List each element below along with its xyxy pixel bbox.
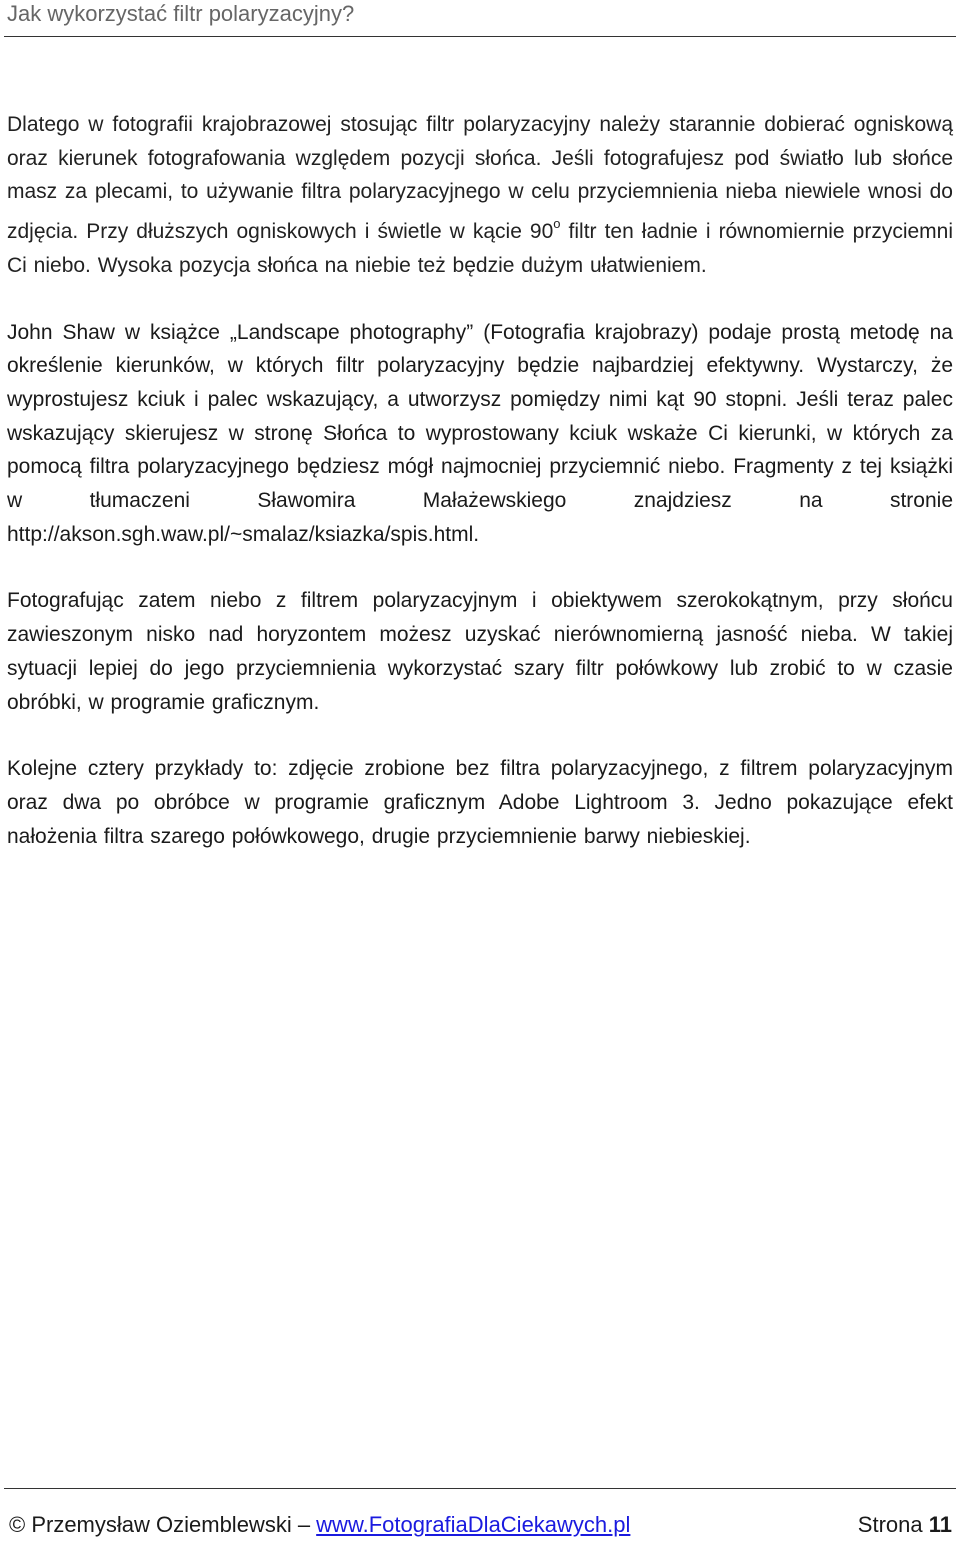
footer-author: [9, 1512, 630, 1538]
paragraph-examples: Kolejne cztery przykłady to: zdjęcie zrobione bez filtra polaryzacyjnego, z filtrem polaryzacyjnym oraz dwa po obróbce w programie graficznym Adobe Lightroom 3. Jedno pokazujące efekt nałożenia filtra szarego połówkowego, drugie przyciemnienie barwy niebieskiej.: [7, 757, 953, 848]
page-number-value: 11: [928, 1512, 952, 1537]
page-header: [4, 0, 956, 37]
paragraph-text: Dlatego w fotografii krajobrazowej stosując filtr polaryzacyjny należy starannie dobierać ogniskową oraz kierunek fotografowania względem pozycji słońca. Jeśli fotografujesz pod światło lub słońce masz za plecami, to używanie filtra polaryzacyjnego w celu przyciemnienia nieba niewiele wnosi do zdjęcia. Przy dłuższych ogniskowych i świetle w kącie 90: [7, 113, 953, 244]
page-label: Strona: [857, 1512, 929, 1537]
paragraph-wide-angle: Fotografując zatem niebo z filtrem polaryzacyjnym i obiektywem szerokokątnym, przy słońcu zawieszonym nisko nad horyzontem możesz uzyskać nierównomierną jasność nieba. W takiej sytuacji lepiej do jego przyciemnienia wykorzystać szary filtr połówkowy lub zrobić to w czasie obróbki, w programie graficznym.: [7, 589, 953, 714]
page-number: [858, 1512, 952, 1538]
paragraph-text: filtr ten ładnie i równomiernie przyciemni Ci niebo. Wysoka pozycja słońca na niebie też będzie dużym ułatwieniem.: [7, 220, 953, 277]
document-body: [7, 108, 953, 853]
website-link[interactable]: www.FotografiaDlaCiekawych.pl: [316, 1512, 631, 1537]
author-text: © Przemysław Oziemblewski –: [9, 1512, 317, 1537]
paragraph-polarizer-focal: [7, 108, 953, 283]
degree-superscript: o: [553, 216, 561, 232]
document-title: Jak wykorzystać filtr polaryzacyjny?: [7, 1, 355, 26]
paragraph-john-shaw: John Shaw w książce „Landscape photography” (Fotografia krajobrazy) podaje prostą metodę na określenie kierunków, w których filtr polaryzacyjny będzie najbardziej efektywny. Wystarczy, że wyprostujesz kciuk i palec wskazujący, a utworzysz pomiędzy nimi kąt 90 stopni. Jeśli teraz palec wskazujący skierujesz w stronę Słońca to wyprostowany kciuk wskaże Ci kierunki, w których za pomocą filtra polaryzacyjnego będziesz mógł najmocniej przyciemnić niebo. Fragmenty z tej książki w tłumaczeni Sławomira Małażewskiego znajdziesz na stronie http://akson.sgh.waw.pl/~smalaz/ksiazka/spis.html.: [7, 320, 953, 546]
page-footer: [4, 1488, 956, 1543]
